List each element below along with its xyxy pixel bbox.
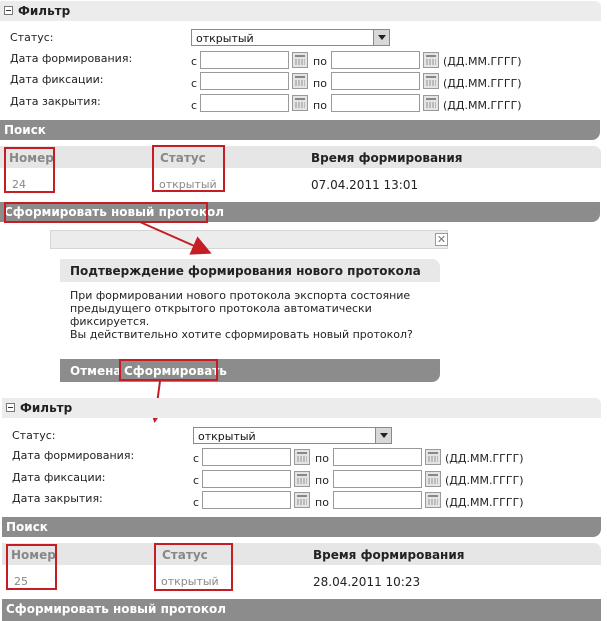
date-created-from-input[interactable] <box>202 448 291 466</box>
dialog-line: предыдущего открытого протокола автоматически <box>70 302 372 315</box>
date-closed-label: Дата закрытия: <box>12 492 103 505</box>
date-format-hint: (ДД.ММ.ГГГГ) <box>445 452 524 465</box>
row-number[interactable]: 24 <box>12 178 26 191</box>
column-created[interactable]: Время формирования <box>311 151 463 165</box>
column-number[interactable]: Номер <box>9 151 54 165</box>
dialog-line: фиксируется. <box>70 315 150 328</box>
date-created-label: Дата формирования: <box>10 52 133 65</box>
calendar-icon[interactable] <box>294 492 310 508</box>
search-button[interactable]: Поиск <box>0 120 600 140</box>
collapse-icon[interactable] <box>6 403 15 412</box>
dialog-line: При формировании нового протокола экспорта состояние <box>70 289 411 302</box>
new-protocol-button[interactable]: Сформировать новый протокол <box>2 599 601 621</box>
row-status[interactable]: открытый <box>161 575 219 588</box>
to-label: по <box>313 99 327 112</box>
confirm-button[interactable]: Сформировать <box>124 364 227 378</box>
to-label: по <box>313 55 327 68</box>
calendar-icon[interactable] <box>294 449 310 465</box>
date-closed-from-input[interactable] <box>202 491 291 509</box>
filter-title: Фильтр <box>20 401 73 415</box>
date-fixed-from-input[interactable] <box>202 470 291 488</box>
date-format-hint: (ДД.ММ.ГГГГ) <box>445 496 524 509</box>
table-header <box>2 543 601 565</box>
filter-header[interactable] <box>2 398 601 418</box>
date-fixed-label: Дата фиксации: <box>10 73 104 86</box>
status-label: Статус: <box>10 31 54 44</box>
column-created[interactable]: Время формирования <box>313 548 465 562</box>
to-label: по <box>315 452 329 465</box>
calendar-icon[interactable] <box>425 471 441 487</box>
date-fixed-label: Дата фиксации: <box>12 471 106 484</box>
status-label: Статус: <box>12 429 56 442</box>
date-format-hint: (ДД.ММ.ГГГГ) <box>443 99 522 112</box>
row-status[interactable]: открытый <box>159 178 217 191</box>
cancel-button[interactable]: Отмена <box>70 364 122 378</box>
search-button[interactable]: Поиск <box>2 517 601 537</box>
from-label: с <box>193 452 200 465</box>
to-label: по <box>315 496 329 509</box>
from-label: с <box>191 55 198 68</box>
highlight-number-column <box>6 544 57 590</box>
dialog-line: Вы действительно хотите сформировать новый протокол? <box>70 328 413 341</box>
to-label: по <box>313 77 327 90</box>
close-icon[interactable]: ✕ <box>436 233 447 246</box>
date-fixed-to-input[interactable] <box>333 470 422 488</box>
row-created[interactable]: 07.04.2011 13:01 <box>311 178 419 192</box>
from-label: с <box>191 77 198 90</box>
date-closed-to-input[interactable] <box>333 491 422 509</box>
dialog-title: Подтверждение формирования нового протокола <box>60 259 440 282</box>
date-created-label: Дата формирования: <box>12 449 135 462</box>
from-label: с <box>193 496 200 509</box>
calendar-icon[interactable] <box>425 492 441 508</box>
date-format-hint: (ДД.ММ.ГГГГ) <box>443 55 522 68</box>
arrow-to-dialog <box>140 222 208 252</box>
calendar-icon[interactable] <box>294 471 310 487</box>
date-format-hint: (ДД.ММ.ГГГГ) <box>445 474 524 487</box>
date-format-hint: (ДД.ММ.ГГГГ) <box>443 77 522 90</box>
status-select-value: открытый <box>196 32 254 45</box>
from-label: с <box>193 474 200 487</box>
row-number[interactable]: 25 <box>14 575 28 588</box>
column-number[interactable]: Номер <box>11 548 56 562</box>
calendar-icon[interactable] <box>425 449 441 465</box>
highlight-status-column <box>154 543 233 591</box>
date-closed-label: Дата закрытия: <box>10 95 101 108</box>
status-select[interactable] <box>193 427 392 444</box>
filter-title: Фильтр <box>18 4 71 18</box>
column-status[interactable]: Статус <box>162 548 208 562</box>
status-select-value: открытый <box>198 430 256 443</box>
date-created-to-input[interactable] <box>333 448 422 466</box>
new-protocol-button[interactable]: Сформировать новый протокол <box>0 202 600 222</box>
to-label: по <box>315 474 329 487</box>
column-status[interactable]: Статус <box>160 151 206 165</box>
chevron-down-icon[interactable] <box>375 428 391 443</box>
row-created[interactable]: 28.04.2011 10:23 <box>313 575 421 589</box>
from-label: с <box>191 99 198 112</box>
